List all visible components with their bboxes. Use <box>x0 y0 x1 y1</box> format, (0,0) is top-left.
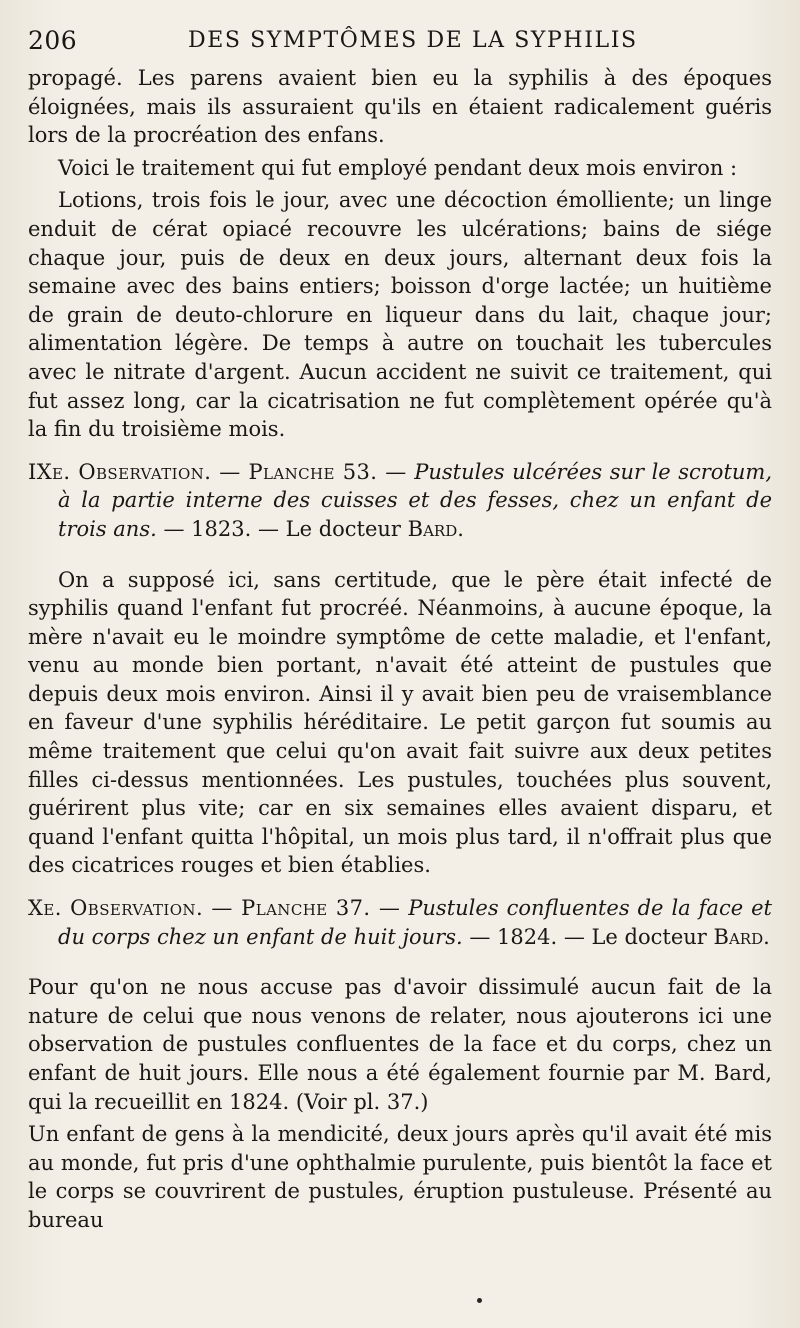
observation-10-label: Xe. Observation. — Planche 37. — <box>28 896 401 921</box>
observation-10-year: — 1824. <box>469 924 558 949</box>
observation-10-doctor-prefix: — Le docteur <box>563 924 707 949</box>
page-number: 206 <box>28 26 78 55</box>
observation-9-doctor-prefix: — Le docteur <box>257 516 401 541</box>
observation-9-year: — 1823. <box>163 516 252 541</box>
observation-9-doctor-name: Bard. <box>407 516 464 541</box>
observation-9-heading <box>28 458 772 544</box>
observation-9-label: IXe. Observation. — Planche 53. — <box>28 459 407 484</box>
paragraph-treatment-intro: Voici le traitement qui fut employé pendant deux mois environ : <box>58 155 738 180</box>
observation-9-title: Pustules ulcérées sur le scrotum, à la partie interne des cuisses et des fesses, chez un enfant de trois ans. <box>58 459 773 541</box>
observation-10-heading <box>28 894 772 951</box>
paragraph-treatment-details: Lotions, trois fois le jour, avec une décoction émolliente; un linge enduit de cérat opiacé recouvre les ulcérations; bains de siége chaque jour, puis de deux en deux jours, alternant deux fois la semaine avec des bains entiers; boisson d'orge lactée; un huitième de grain de deuto-chlorure en liqueur dans du lait, chaque jour; alimentation légère. De temps à autre on touchait les tubercules avec le nitrate d'argent. Aucun accident ne suivit ce traitement, qui fut assez long, car la cicatrisation ne fut complètement opérée qu'à la fin du troisième mois. <box>28 188 772 442</box>
observation-10-title: Pustules confluentes de la face et du corps chez un enfant de huit jours. <box>58 896 772 949</box>
observation-10-doctor-name: Bard. <box>713 924 770 949</box>
paragraph-observation-9: On a supposé ici, sans certitude, que le père était infecté de syphilis quand l'enfant fut procréé. Néanmoins, à aucune époque, la mère n'avait eu le moindre symptôme de cette maladie, et l'enfant, venu au monde bien portant, n'avait été atteint de pustules que depuis deux mois environ. Ainsi il y avait bien peu de vraisemblance en faveur d'une syphilis héréditaire. Le petit garçon fut soumis au même traitement que celui qu'on avait fait suivre aux deux petites filles ci-dessus mentionnées. Les pustules, touchées plus souvent, guérirent plus vite; car en six semaines elles avaient disparu, et quand l'enfant quitta l'hôpital, un mois plus tard, il n'offrait plus que des cicatrices rouges et bien établies. <box>28 567 772 878</box>
running-title: DES SYMPTÔMES DE LA SYPHILIS <box>188 28 638 53</box>
page-header <box>28 20 770 64</box>
ink-speck <box>477 1298 482 1303</box>
paragraph-continuation: propagé. Les parens avaient bien eu la syphilis à des époques éloignées, mais ils assuraient qu'ils en étaient radicalement guéris lors de la procréation des enfans. <box>28 66 772 148</box>
paragraph-observation-10-intro: Pour qu'on ne nous accuse pas d'avoir dissimulé aucun fait de la nature de celui que nous venons de relater, nous ajouterons ici une observation de pustules confluentes de la face et du corps, chez un enfant de huit jours. Elle nous a été également fournie par M. Bard, qui la recueillit en 1824. (Voir pl. 37.) <box>28 975 772 1114</box>
paragraph-observation-10-case: Un enfant de gens à la mendicité, deux jours après qu'il avait été mis au monde, fut pris d'une ophthalmie purulente, puis bientôt la face et le corps se couvrirent de pustules, éruption pustuleuse. Présenté au bureau <box>28 1122 772 1232</box>
page-body <box>28 64 772 1235</box>
